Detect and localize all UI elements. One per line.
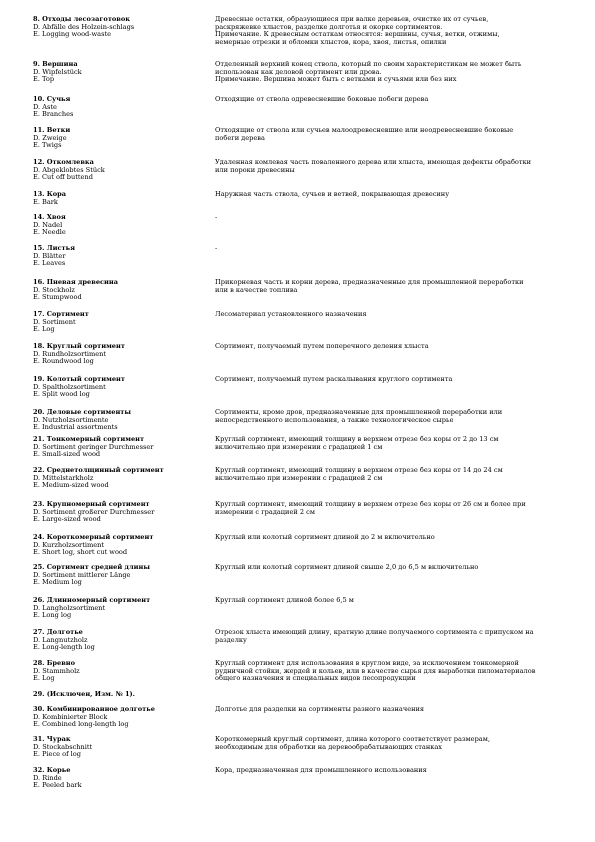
definition-line: побеги дерева	[215, 133, 265, 142]
term-english: E. Long log	[33, 611, 72, 620]
term-definition	[215, 159, 560, 174]
term-definition	[215, 61, 560, 84]
term-russian: 23. Крупномерный сортимент	[33, 500, 150, 508]
term-column	[33, 706, 211, 729]
term-column	[33, 279, 211, 302]
term-russian: 13. Кора	[33, 190, 67, 198]
term-german: D. Kurzholzsortiment	[33, 540, 105, 549]
term-definition	[215, 501, 560, 516]
term-german: D. Sortiment mittlerer Länge	[33, 570, 131, 579]
definition-line: Круглый сортимент, имеющий толщину в верхнем отрезе без коры от 14 до 24 см	[215, 466, 503, 474]
term-english: E. Small-sized wood	[33, 450, 101, 459]
definition-line: рудничной стойки, жердей и кольев, или в качестве сырья для выработки пиломатериалов	[215, 666, 536, 675]
definition-line: Лесоматериал установленного назначения	[215, 310, 367, 318]
term-english: E. Short log, short cut wood	[33, 548, 128, 557]
term-column	[33, 409, 211, 432]
term-german: D. Aste	[33, 102, 57, 111]
term-english: E. Log	[33, 325, 55, 334]
term-russian: 32. Корье	[33, 766, 71, 774]
term-english: E. Industrial assortments	[33, 423, 118, 432]
term-german: D. Wipfelstück	[33, 67, 82, 76]
definition-line: Наружная часть ствола, сучьев и ветвей, покрывающая древесину	[215, 190, 450, 198]
term-column	[33, 61, 211, 84]
term-definition	[215, 127, 560, 142]
term-russian: 15. Листья	[33, 244, 75, 252]
term-column	[33, 343, 211, 366]
term-column	[33, 691, 211, 699]
term-russian: 14. Хвоя	[33, 213, 66, 221]
term-definition	[215, 660, 560, 683]
term-german: D. Stockholz	[33, 285, 75, 294]
term-column	[33, 629, 211, 652]
term-russian: 21. Тонкомерный сортимент	[33, 435, 145, 443]
term-german: D. Nutzholzsortimente	[33, 415, 109, 424]
term-column	[33, 467, 211, 490]
definition-line: или пороки древесины	[215, 165, 295, 174]
term-english: E. Medium log	[33, 578, 82, 587]
term-definition	[215, 629, 560, 644]
term-russian: 29. (Исключен, Изм. № 1).	[33, 690, 135, 698]
term-german: D. Zweige	[33, 133, 67, 142]
term-german: D. Langholzsortiment	[33, 603, 106, 612]
definition-line: использован как деловой сортимент или дрова.	[215, 67, 382, 76]
term-definition	[215, 767, 560, 775]
definition-line: Отделенный верхний конец ствола, который по своим характеристикам не может быть	[215, 60, 522, 68]
term-german: D. Mittelstarkholz	[33, 473, 94, 482]
definition-line: включительно при измерении с градацией 1 см	[215, 442, 383, 451]
term-russian: 10. Сучья	[33, 95, 71, 103]
term-german: D. Stockabschnitt	[33, 742, 93, 751]
term-russian: 18. Круглый сортимент	[33, 342, 125, 350]
term-definition	[215, 16, 560, 47]
term-german: D. Blätter	[33, 251, 66, 260]
term-definition	[215, 706, 560, 714]
term-russian: 20. Деловые сортименты	[33, 408, 131, 416]
term-column	[33, 245, 211, 268]
term-column	[33, 436, 211, 459]
term-russian: 11. Ветки	[33, 126, 71, 134]
term-english: E. Logging wood-waste	[33, 30, 112, 39]
term-column	[33, 767, 211, 790]
term-column	[33, 127, 211, 150]
definition-line: -	[215, 244, 218, 252]
term-definition	[215, 564, 560, 572]
term-column	[33, 660, 211, 683]
term-german: D. Abgeklobtes Stück	[33, 165, 105, 174]
term-column	[33, 96, 211, 119]
term-english: E. Twigs	[33, 141, 62, 150]
definition-line: Круглый сортимент, имеющий толщину в верхнем отрезе без коры от 2 до 13 см	[215, 435, 499, 443]
term-definition	[215, 409, 560, 424]
term-english: E. Peeled bark	[33, 781, 82, 790]
definition-line: непосредственного использования, а также технологическое сырье	[215, 415, 454, 424]
definition-line: измерении с градацией 2 см	[215, 507, 315, 516]
definition-line: Круглый сортимент, имеющий толщину в верхнем отрезе без коры от 26 см и более при	[215, 500, 526, 508]
term-russian: 30. Комбинированное долготье	[33, 705, 155, 713]
term-definition	[215, 191, 560, 199]
term-definition	[215, 597, 560, 605]
definition-line: или в качестве топлива	[215, 285, 298, 294]
definition-line: Сортименты, кроме дров, предназначенные для промышленной переработки или	[215, 408, 503, 416]
term-column	[33, 564, 211, 587]
term-column	[33, 534, 211, 557]
term-german: D. Nadel	[33, 220, 63, 229]
definition-line: Короткомерный круглый сортимент, длина которого соответствует размерам,	[215, 735, 490, 743]
term-german: D. Langnutzholz	[33, 635, 88, 644]
definition-line: Круглый сортимент для использования в круглом виде, за исключением тонкомерной	[215, 659, 519, 667]
term-english: E. Long-length log	[33, 643, 95, 652]
term-russian: 9. Вершина	[33, 60, 78, 68]
term-english: E. Top	[33, 75, 55, 84]
definition-line: Отрезок хлыста имеющий длину, кратную длине получаемого сортимента с припуском на	[215, 628, 534, 636]
definition-line: разделку	[215, 635, 247, 644]
term-column	[33, 736, 211, 759]
term-definition	[215, 311, 560, 319]
term-russian: 25. Сортимент средней длины	[33, 563, 150, 571]
term-definition	[215, 214, 560, 222]
term-definition	[215, 534, 560, 542]
term-definition	[215, 245, 560, 253]
term-german: D. Spaltholzsortiment	[33, 382, 106, 391]
term-russian: 28. Бревно	[33, 659, 76, 667]
term-column	[33, 16, 211, 39]
definition-line: Отходящие от ствола или сучьев малоодревесневшие или неодревесневшие боковые	[215, 126, 514, 134]
term-english: E. Piece of log	[33, 750, 81, 759]
term-german: D. Sortiment	[33, 317, 76, 326]
definition-line: раскряжевке хлыстов, разделке долготья и окорке сортиментов.	[215, 22, 443, 31]
term-german: D. Stammholz	[33, 666, 80, 675]
term-english: E. Log	[33, 674, 55, 683]
term-definition	[215, 376, 560, 384]
definition-line: Круглый сортимент длиной более 6,5 м	[215, 596, 354, 604]
term-german: D. Rinde	[33, 773, 62, 782]
term-russian: 24. Короткомерный сортимент	[33, 533, 154, 541]
term-english: E. Bark	[33, 197, 58, 206]
definition-line: включительно при измерении с градацией 2 см	[215, 473, 383, 482]
term-russian: 16. Пневая древесина	[33, 278, 119, 286]
term-english: E. Cut off buttend	[33, 173, 93, 182]
term-russian: 19. Колотый сортимент	[33, 375, 125, 383]
definition-line: Отходящие от ствола одревесневшие боковые побеги дерева	[215, 95, 429, 103]
term-russian: 27. Долготье	[33, 628, 83, 636]
term-definition	[215, 96, 560, 104]
term-english: E. Roundwood log	[33, 357, 94, 366]
term-english: E. Combined long-length log	[33, 720, 129, 729]
definition-line: Удаленная комлевая часть поваленного дерева или хлыста, имеющая дефекты обработки	[215, 158, 532, 166]
definition-line: Кора, предназначенная для промышленного использования	[215, 766, 427, 774]
definition-line: Древесные остатки, образующиеся при валке деревьев, очистке их от сучьев,	[215, 15, 489, 23]
term-english: E. Stumpwood	[33, 293, 82, 302]
definition-line: -	[215, 213, 218, 221]
term-english: E. Leaves	[33, 259, 66, 268]
term-english: E. Branches	[33, 110, 74, 119]
term-russian: 31. Чурак	[33, 735, 71, 743]
term-english: E. Large-sized wood	[33, 515, 101, 524]
term-english: E. Needle	[33, 228, 66, 237]
term-definition	[215, 343, 560, 351]
term-column	[33, 191, 211, 206]
term-english: E. Split wood log	[33, 390, 90, 399]
term-column	[33, 376, 211, 399]
term-column	[33, 159, 211, 182]
definition-line: Примечание. К древесным остаткам относятся: вершины, сучья, ветки, отжимы,	[215, 30, 500, 39]
definition-line: Круглый или колотый сортимент длиной до 2 м включительно	[215, 533, 435, 541]
term-definition	[215, 467, 560, 482]
term-russian: 26. Длинномерный сортимент	[33, 596, 151, 604]
definition-line: немерные отрезки и обломки хлыстов, кора, хвоя, листья, опилки	[215, 38, 447, 47]
term-german: D. Sortiment großerer Durchmesser	[33, 507, 155, 516]
term-german: D. Sortiment geringer Durchmesser	[33, 442, 154, 451]
term-english: E. Medium-sized wood	[33, 481, 109, 490]
term-russian: 12. Откомлевка	[33, 158, 94, 166]
term-german: D. Abfälle des Holzein-schlags	[33, 22, 135, 31]
term-russian: 17. Сортимент	[33, 310, 89, 318]
term-definition	[215, 279, 560, 294]
term-definition	[215, 436, 560, 451]
term-column	[33, 501, 211, 524]
term-russian: 22. Среднетолщинный сортимент	[33, 466, 164, 474]
term-column	[33, 597, 211, 620]
definition-line: Прикорневая часть и корни дерева, предназначенные для промышленной переработки	[215, 278, 524, 286]
definition-line: Сортимент, получаемый путем раскалывания круглого сортимента	[215, 375, 453, 383]
term-russian: 8. Отходы лесозаготовок	[33, 15, 131, 23]
term-column	[33, 214, 211, 237]
definition-line: Примечание. Вершина может быть с ветками и сучьями или без них	[215, 75, 457, 84]
definition-line: необходимым для обработки на деревообрабатывающих станках	[215, 742, 443, 751]
definition-line: Сортимент, получаемый путем поперечного деления хлыста	[215, 342, 429, 350]
term-german: D. Kombinierter Block	[33, 712, 108, 721]
definition-line: общего назначения и специальных видов лесопродукции	[215, 674, 416, 683]
term-column	[33, 311, 211, 334]
definition-line: Долготье для разделки на сортименты разного назначения	[215, 705, 425, 713]
term-definition	[215, 736, 560, 751]
definition-line: Круглый или колотый сортимент длиной свыше 2,0 до 6,5 м включительно	[215, 563, 479, 571]
term-german: D. Rundholzsortiment	[33, 349, 107, 358]
